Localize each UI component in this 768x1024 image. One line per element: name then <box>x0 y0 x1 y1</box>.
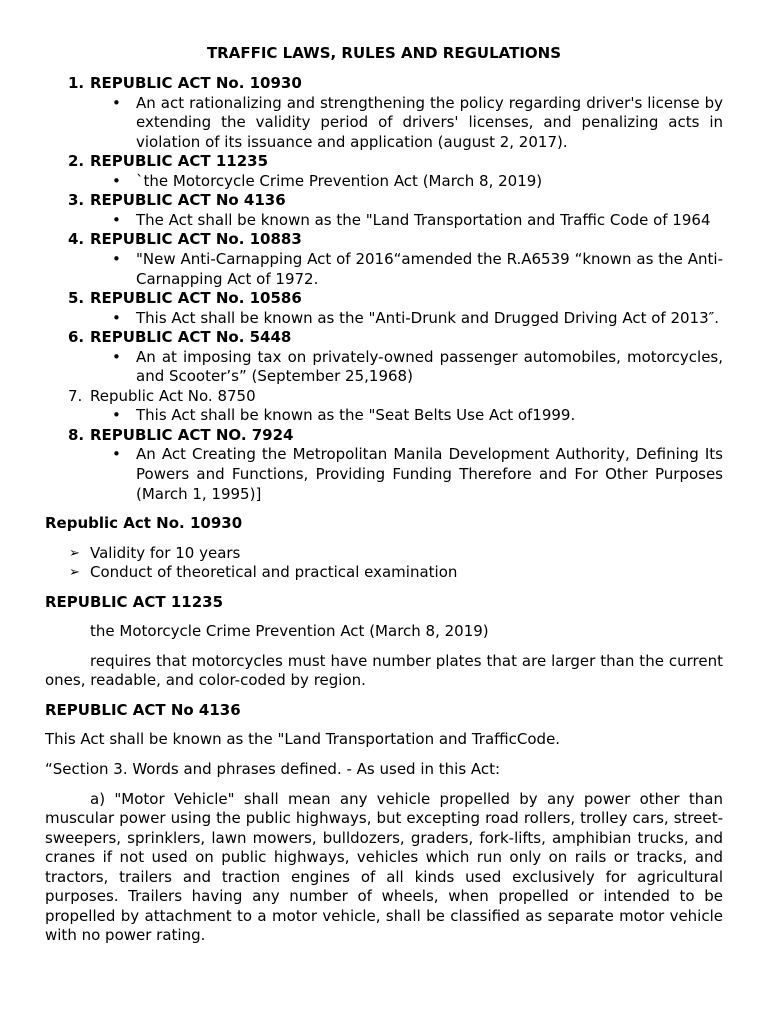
bullet-icon: • <box>112 171 121 190</box>
act-number: 5. <box>68 289 85 308</box>
act-description-text: "New Anti-Carnapping Act of 2016“amended the R.A6539 “known as the Anti-Carnapping Act of 1972. <box>136 249 723 288</box>
act-number: 4. <box>68 230 85 249</box>
act-description <box>45 348 723 387</box>
ra-10930-points <box>45 544 723 583</box>
act-number: 1. <box>68 74 85 93</box>
act-heading <box>45 152 723 172</box>
point-item <box>45 563 723 583</box>
act-description-text: An Act Creating the Metropolitan Manila Development Authority, Defining Its Powers and Functions, Providing Funding Therefore and For Other Purposes (March 1, 1995)] <box>136 445 723 503</box>
act-number: 8. <box>68 425 85 444</box>
ra-4136-intro: This Act shall be known as the "Land Transportation and TrafficCode. <box>45 730 561 749</box>
act-description-text: An at imposing tax on privately-owned passenger automobiles, motorcycles, and Scooter’s” (September 25,1968) <box>136 347 723 386</box>
bullet-icon: • <box>112 347 121 366</box>
act-description <box>45 406 723 426</box>
bullet-icon: • <box>112 445 121 464</box>
act-description <box>45 309 723 329</box>
point-text: Conduct of theoretical and practical examination <box>90 563 458 582</box>
act-title: REPUBLIC ACT No 4136 <box>90 191 286 210</box>
act-item <box>45 387 723 426</box>
arrow-bullet-icon: ➢ <box>69 565 80 581</box>
act-description <box>45 94 723 153</box>
bullet-icon: • <box>112 249 121 268</box>
act-item <box>45 289 723 328</box>
act-heading <box>45 328 723 348</box>
act-item <box>45 328 723 387</box>
document-content <box>45 44 723 946</box>
point-item <box>45 544 723 564</box>
ra-11235-paragraph: requires that motorcycles must have number plates that are larger than the current ones, readable, and color-coded by region. <box>45 651 723 690</box>
act-heading <box>45 426 723 446</box>
section-heading-ra-11235: REPUBLIC ACT 11235 <box>45 592 224 611</box>
act-description-text: The Act shall be known as the "Land Transportation and Traffic Code of 1964 <box>136 210 711 229</box>
act-heading <box>45 74 723 94</box>
act-title: REPUBLIC ACT No. 10586 <box>90 289 302 308</box>
bullet-icon: • <box>112 406 121 425</box>
act-number: 2. <box>68 152 85 171</box>
act-description <box>45 445 723 504</box>
act-description-text: An act rationalizing and strengthening the policy regarding driver's license by extending the validity period of drivers' licenses, and penalizing acts in violation of its issuance and application (august 2, 2017). <box>136 93 723 151</box>
point-text: Validity for 10 years <box>90 543 241 562</box>
act-item <box>45 152 723 191</box>
bullet-icon: • <box>112 93 121 112</box>
act-description <box>45 211 723 231</box>
act-item <box>45 230 723 289</box>
ra-11235-paragraph: the Motorcycle Crime Prevention Act (March 8, 2019) <box>90 622 489 641</box>
act-title: REPUBLIC ACT NO. 7924 <box>90 425 294 444</box>
act-title: REPUBLIC ACT No. 5448 <box>90 328 292 347</box>
act-description <box>45 172 723 192</box>
act-title: REPUBLIC ACT 11235 <box>90 152 269 171</box>
act-item <box>45 191 723 230</box>
act-heading <box>45 191 723 211</box>
act-number: 6. <box>68 328 85 347</box>
act-description-text: This Act shall be known as the "Seat Belts Use Act of1999. <box>136 406 576 425</box>
act-title: Republic Act No. 8750 <box>90 386 256 405</box>
act-item <box>45 74 723 152</box>
act-number: 3. <box>68 191 85 210</box>
act-heading <box>45 387 723 407</box>
arrow-bullet-icon: ➢ <box>69 545 80 561</box>
act-number: 7. <box>68 386 83 405</box>
act-title: REPUBLIC ACT No. 10930 <box>90 74 302 93</box>
ra-4136-section-heading: “Section 3. Words and phrases defined. - As used in this Act: <box>45 760 501 778</box>
bullet-icon: • <box>112 210 121 229</box>
acts-list <box>45 74 723 504</box>
act-heading <box>45 289 723 309</box>
act-title: REPUBLIC ACT No. 10883 <box>90 230 302 249</box>
ra-4136-definition-a: a) "Motor Vehicle" shall mean any vehicle propelled by any power other than muscular power using the public highways, but excepting road rollers, trolley cars, street-sweepers, sprinklers, lawn mowers, bulldozers, graders, fork-lifts, amphibian trucks, and cranes if not used on public highways, vehicles which run only on rails or tracks, and tractors, trailers and traction engines of all kinds used exclusively for agricultural purposes. Trailers having any number of wheels, when propelled or intended to be propelled by attachment to a motor vehicle, shall be classified as separate motor vehicle with no power rating. <box>45 789 723 945</box>
section-heading-ra-10930: Republic Act No. 10930 <box>45 514 243 533</box>
act-heading <box>45 230 723 250</box>
document-title: TRAFFIC LAWS, RULES AND REGULATIONS <box>206 44 562 62</box>
act-description <box>45 250 723 289</box>
act-description-text: This Act shall be known as the "Anti-Drunk and Drugged Driving Act of 2013″. <box>136 308 720 327</box>
act-description-text: `the Motorcycle Crime Prevention Act (March 8, 2019) <box>136 171 543 190</box>
act-item <box>45 426 723 504</box>
bullet-icon: • <box>112 308 121 327</box>
section-heading-ra-4136: REPUBLIC ACT No 4136 <box>45 700 241 719</box>
